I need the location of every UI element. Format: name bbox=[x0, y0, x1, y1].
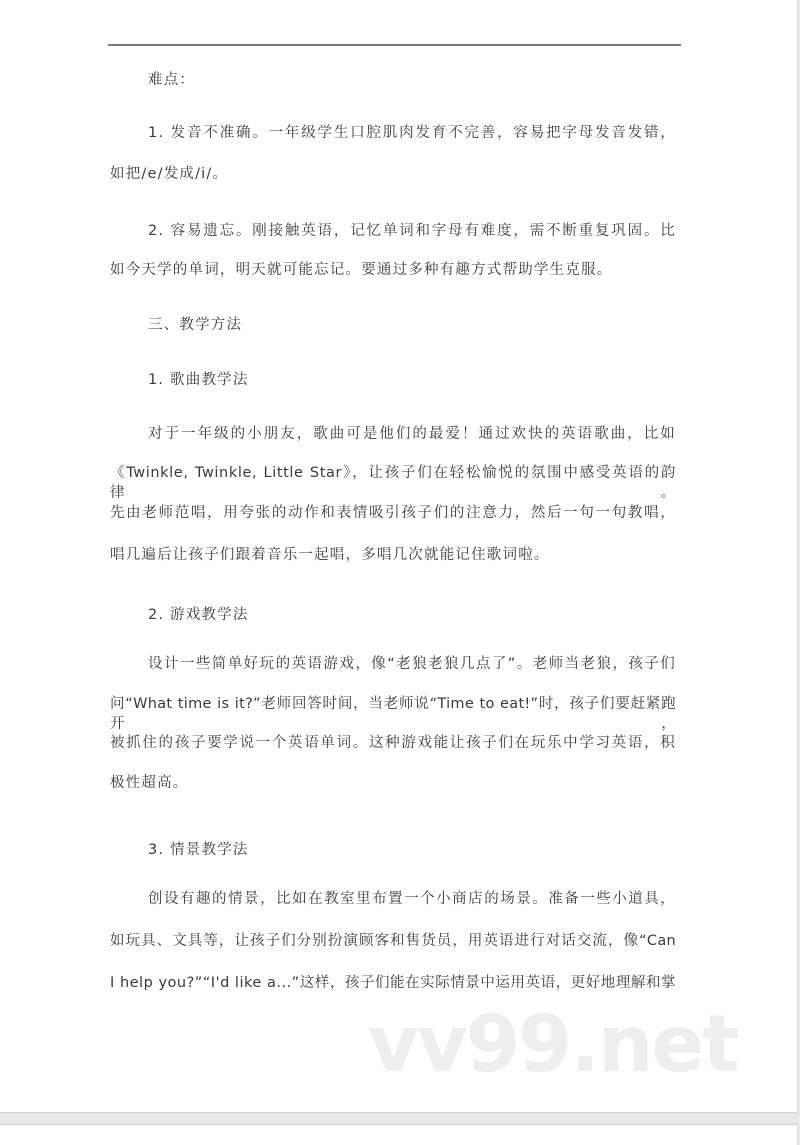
heading-difficulties: 难点： bbox=[148, 72, 196, 88]
paragraph-line: 如今天学的单词，明天就可能忘记。要通过多种有趣方式帮助学生克服。 bbox=[110, 262, 613, 278]
paragraph-line: 先由老师范唱，用夸张的动作和表情吸引孩子们的注意力，然后一句一句教唱， bbox=[110, 505, 676, 521]
subsection-heading: 3. 情景教学法 bbox=[148, 842, 249, 858]
paragraph-line: 极性超高。 bbox=[110, 775, 189, 791]
header-rule bbox=[108, 44, 681, 46]
paragraph-line: 被抓住的孩子要学说一个英语单词。这种游戏能让孩子们在玩乐中学习英语，积 bbox=[110, 735, 676, 751]
section-heading: 三、教学方法 bbox=[148, 317, 243, 333]
subsection-heading: 2. 游戏教学法 bbox=[148, 607, 249, 623]
paragraph-line: 问“What time is it?”老师回答时间，当老师说“Time to eat!”时，孩子们要赶紧跑开， bbox=[110, 696, 676, 732]
watermark: vv99.net bbox=[368, 1000, 738, 1090]
next-page bbox=[0, 1124, 798, 1145]
subsection-heading: 1. 歌曲教学法 bbox=[148, 372, 249, 388]
paragraph-line: 对于一年级的小朋友，歌曲可是他们的最爱！通过欢快的英语歌曲，比如 bbox=[148, 426, 676, 442]
paragraph-line: 2. 容易遗忘。刚接触英语，记忆单词和字母有难度，需不断重复巩固。比 bbox=[148, 223, 676, 239]
paragraph-line: 创设有趣的情景，比如在教室里布置一个小商店的场景。准备一些小道具， bbox=[148, 891, 676, 907]
paragraph-line: 如玩具、文具等，让孩子们分别扮演顾客和售货员，用英语进行对话交流，像“Can bbox=[110, 933, 676, 949]
paragraph-line: 设计一些简单好玩的英语游戏，像“老狼老狼几点了”。老师当老狼，孩子们 bbox=[148, 656, 676, 672]
paragraph-line: 唱几遍后让孩子们跟着音乐一起唱，多唱几次就能记住歌词啦。 bbox=[110, 547, 550, 563]
paragraph-line: 如把/e/发成/i/。 bbox=[110, 166, 229, 182]
paragraph-line: 《Twinkle, Twinkle, Little Star》，让孩子们在轻松愉悦的氛围中感受英语的韵律。 bbox=[110, 465, 676, 501]
paragraph-line: 1. 发音不准确。一年级学生口腔肌肉发育不完善，容易把字母发音发错， bbox=[148, 125, 676, 141]
paragraph-line: I help you?”“I'd like a...”这样，孩子们能在实际情景中运用英语，更好地理解和掌 bbox=[110, 975, 676, 991]
